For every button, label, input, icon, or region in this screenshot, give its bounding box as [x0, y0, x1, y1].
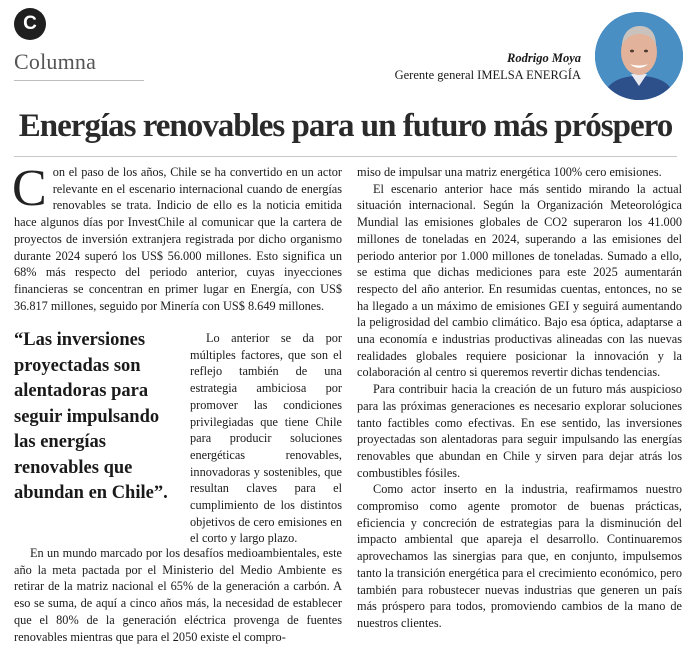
intro-paragraph: on el paso de los años, Chile se ha convertido en un actor relevante en el escenario internacional cuando de energías renovables se trata. Indicio de ello es la noticia emitida hace algunos días por InvestChile al comunicar que la cartera de proyectos de inversión extranjera registrada por dicho organismo durante 2024 superó los US$ 56.000 millones. Esto significa un 68% más respecto del periodo anterior, cuyas inyecciones financieras se concentran en primer lugar en Energía, con US$ 36.817 millones, seguido por Minería con US$ 8.649 millones. [14, 165, 342, 313]
header-divider [14, 80, 144, 81]
title-divider [14, 156, 677, 157]
section-name: Columna [14, 49, 97, 74]
body-paragraph: miso de impulsar una matriz energética 100% cero emisiones. [357, 165, 662, 179]
body-paragraph: El escenario anterior hace más sentido mirando la actual situación internacional. Según la Organización Meteorológica Mundial las emisiones globales de CO2 superaron los 41.000 millones de toneladas en 2024, superando a las emisiones del periodo anterior por 1.000 millones de toneladas. Sumado a ello, se estima que dichas mediciones para este 2025 aumentarán respecto del año anterior. En resumidas cuentas, entonces, no se ha llegado a un máximo de emisiones GEI y seguirá aumentando la peligrosidad del cambio climático. Bajo esa óptica, adaptarse a una economía e industrias productivas alineadas con las nuevas realidades globales requiere posicionar la innovación y la colaboración al centro si queremos revertir dichas tendencias. [357, 181, 682, 380]
author-name: Rodrigo Moya [507, 51, 581, 65]
body-paragraph: En un mundo marcado por los desafíos medioambientales, este año la meta pactada por el Ministerio del Medio Ambiente es retirar de la matriz nacional el 65% de la generación a carbón. A eso se suma, de aquí a cinco años más, la necesidad de establecer que el 80% de la generación eléctrica provenga de fuentes renovables mientras que para el 2050 existe el compro- [14, 546, 342, 644]
pull-quote: “Las inversiones proyectadas son alentadoras para seguir impulsando las energías renovables que abundan en Chile”. [14, 330, 168, 503]
body-paragraph: Lo anterior se da por múltiples factores, que son el reflejo también de una estrategia ambiciosa por promover las condiciones privilegiadas que tiene Chile para producir soluciones energéticas renovables, innovadoras y sostenibles, que resultan claves para el cumplimiento de los distintos objetivos de cero emisiones en el corto y largo plazo. [190, 331, 342, 546]
article-title: Energías renovables para un futuro más próspero [18, 108, 673, 144]
author-role: Gerente general IMELSA ENERGÍA [394, 68, 581, 82]
body-paragraph: Como actor inserto en la industria, reafirmamos nuestro compromiso como agente promotor de buenas prácticas, eficiencia y concreción de estrategias para la disminución del impacto ambiental que apareja el desarrollo. Continuaremos aprovechamos las sinergias para que, en conjunto, impulsemos tanto la transición energética para el crecimiento económico, pero también para robustecer nuevas industrias que generen un país más próspero para todos, promoviendo cambios de la mano de nuestros clientes. [357, 482, 682, 630]
author-portrait [595, 12, 683, 100]
section-badge: C [14, 8, 46, 40]
article-column-right [357, 164, 682, 632]
article-column-left-bottom [14, 545, 342, 645]
body-paragraph: Para contribuir hacia la creación de un futuro más auspicioso para las próximas generaciones es necesario explorar soluciones tanto factibles como efectivas. En ese sentido, las inversiones proyectadas son alentadoras para seguir impulsando las energías renovables que abundan en Chile y sirven para dejar atrás los combustibles fósiles. [357, 382, 682, 480]
article-column-left-inner [190, 330, 342, 547]
author-byline [395, 50, 581, 84]
article-column-left-top [12, 160, 342, 314]
drop-cap: C [12, 160, 47, 217]
